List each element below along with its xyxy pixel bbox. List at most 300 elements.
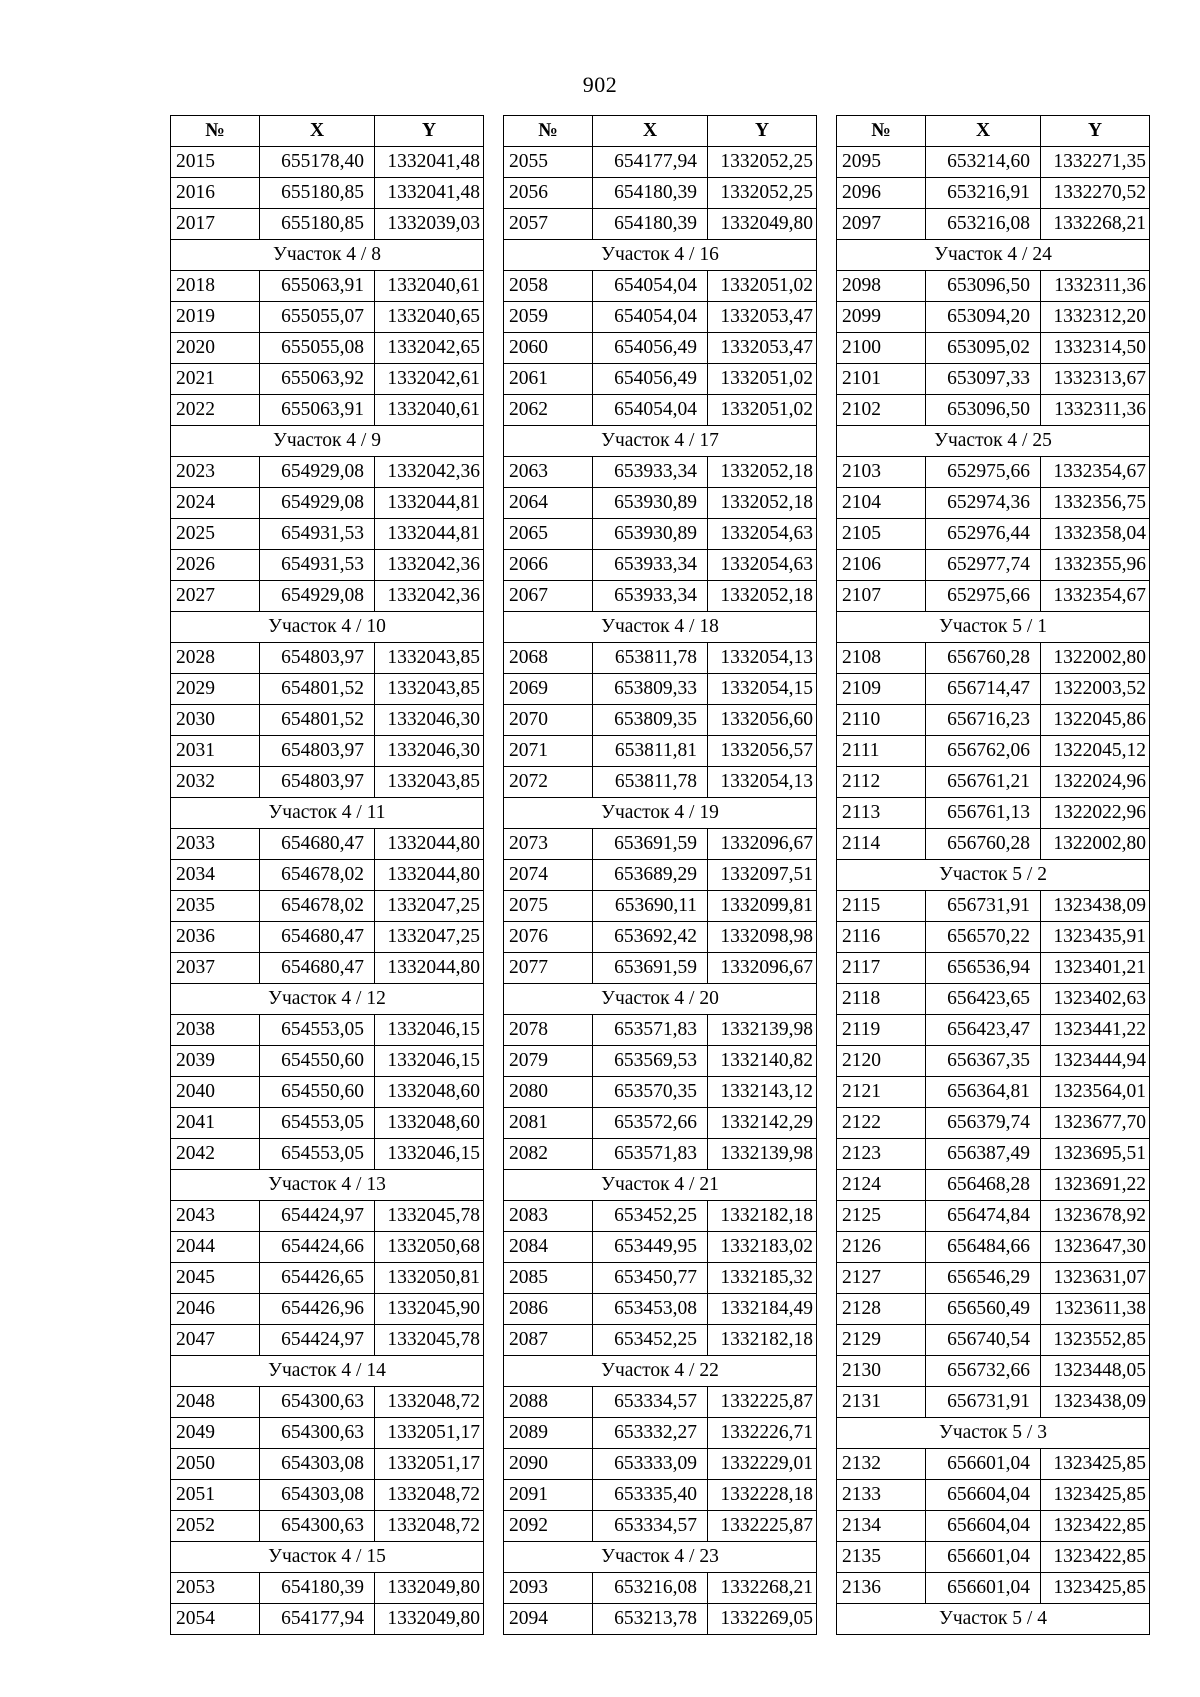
table-row bbox=[504, 643, 817, 674]
x-coordinate-cell: 654553,05 bbox=[260, 1108, 375, 1139]
point-number-cell: 2058 bbox=[504, 271, 593, 302]
y-coordinate-cell: 1332048,72 bbox=[375, 1511, 484, 1542]
point-number-cell: 2043 bbox=[171, 1201, 260, 1232]
point-number-cell: 2080 bbox=[504, 1077, 593, 1108]
x-coordinate-cell: 654056,49 bbox=[593, 364, 708, 395]
y-coordinate-cell: 1332052,18 bbox=[708, 457, 817, 488]
point-number-cell: 2107 bbox=[837, 581, 926, 612]
table-row bbox=[837, 891, 1150, 922]
x-coordinate-cell: 654553,05 bbox=[260, 1015, 375, 1046]
y-coordinate-cell: 1332041,48 bbox=[375, 147, 484, 178]
point-number-cell: 2019 bbox=[171, 302, 260, 333]
section-title: Участок 4 / 18 bbox=[504, 612, 817, 643]
table-row bbox=[171, 1046, 484, 1077]
point-number-cell: 2089 bbox=[504, 1418, 593, 1449]
table-row bbox=[171, 829, 484, 860]
section-row bbox=[504, 240, 817, 271]
x-coordinate-cell: 653334,57 bbox=[593, 1511, 708, 1542]
point-number-cell: 2079 bbox=[504, 1046, 593, 1077]
table-row bbox=[504, 302, 817, 333]
point-number-cell: 2111 bbox=[837, 736, 926, 767]
table-row bbox=[171, 302, 484, 333]
table-row bbox=[504, 1046, 817, 1077]
x-coordinate-cell: 653213,78 bbox=[593, 1604, 708, 1635]
table-row bbox=[504, 1232, 817, 1263]
section-title: Участок 4 / 16 bbox=[504, 240, 817, 271]
point-number-cell: 2136 bbox=[837, 1573, 926, 1604]
y-coordinate-cell: 1332050,68 bbox=[375, 1232, 484, 1263]
y-coordinate-cell: 1332054,15 bbox=[708, 674, 817, 705]
x-coordinate-cell: 656604,04 bbox=[926, 1480, 1041, 1511]
y-coordinate-cell: 1332042,61 bbox=[375, 364, 484, 395]
point-number-cell: 2064 bbox=[504, 488, 593, 519]
x-coordinate-cell: 654303,08 bbox=[260, 1449, 375, 1480]
point-number-cell: 2105 bbox=[837, 519, 926, 550]
table-row bbox=[171, 922, 484, 953]
x-coordinate-cell: 653690,11 bbox=[593, 891, 708, 922]
section-row bbox=[171, 1170, 484, 1201]
table-row bbox=[171, 519, 484, 550]
header-y: Y bbox=[1041, 116, 1150, 147]
table-row bbox=[837, 767, 1150, 798]
coordinates-table-right bbox=[836, 115, 1150, 1635]
table-row bbox=[837, 1108, 1150, 1139]
y-coordinate-cell: 1332048,72 bbox=[375, 1480, 484, 1511]
x-coordinate-cell: 653570,35 bbox=[593, 1077, 708, 1108]
y-coordinate-cell: 1332051,02 bbox=[708, 271, 817, 302]
table-row bbox=[837, 798, 1150, 829]
x-coordinate-cell: 656732,66 bbox=[926, 1356, 1041, 1387]
table-row bbox=[837, 1077, 1150, 1108]
table-row bbox=[504, 1263, 817, 1294]
x-coordinate-cell: 656731,91 bbox=[926, 1387, 1041, 1418]
table-row bbox=[504, 829, 817, 860]
section-row bbox=[837, 240, 1150, 271]
x-coordinate-cell: 652976,44 bbox=[926, 519, 1041, 550]
table-row bbox=[171, 674, 484, 705]
y-coordinate-cell: 1332052,25 bbox=[708, 178, 817, 209]
point-number-cell: 2015 bbox=[171, 147, 260, 178]
y-coordinate-cell: 1332044,81 bbox=[375, 519, 484, 550]
x-coordinate-cell: 654680,47 bbox=[260, 829, 375, 860]
table-row bbox=[837, 488, 1150, 519]
table-row bbox=[837, 581, 1150, 612]
x-coordinate-cell: 654180,39 bbox=[593, 178, 708, 209]
y-coordinate-cell: 1322002,80 bbox=[1041, 643, 1150, 674]
point-number-cell: 2093 bbox=[504, 1573, 593, 1604]
section-row bbox=[171, 798, 484, 829]
point-number-cell: 2099 bbox=[837, 302, 926, 333]
x-coordinate-cell: 653450,77 bbox=[593, 1263, 708, 1294]
y-coordinate-cell: 1332053,47 bbox=[708, 333, 817, 364]
point-number-cell: 2022 bbox=[171, 395, 260, 426]
point-number-cell: 2113 bbox=[837, 798, 926, 829]
y-coordinate-cell: 1332046,30 bbox=[375, 705, 484, 736]
table-row bbox=[504, 1108, 817, 1139]
point-number-cell: 2016 bbox=[171, 178, 260, 209]
y-coordinate-cell: 1323425,85 bbox=[1041, 1480, 1150, 1511]
table-row bbox=[504, 953, 817, 984]
header-x: X bbox=[926, 116, 1041, 147]
table-row bbox=[504, 364, 817, 395]
x-coordinate-cell: 655055,07 bbox=[260, 302, 375, 333]
x-coordinate-cell: 656474,84 bbox=[926, 1201, 1041, 1232]
x-coordinate-cell: 654303,08 bbox=[260, 1480, 375, 1511]
table-row bbox=[504, 767, 817, 798]
section-row bbox=[171, 426, 484, 457]
section-title: Участок 4 / 12 bbox=[171, 984, 484, 1015]
y-coordinate-cell: 1332314,50 bbox=[1041, 333, 1150, 364]
table-row bbox=[837, 457, 1150, 488]
y-coordinate-cell: 1323441,22 bbox=[1041, 1015, 1150, 1046]
table-row bbox=[837, 1170, 1150, 1201]
point-number-cell: 2069 bbox=[504, 674, 593, 705]
x-coordinate-cell: 653809,35 bbox=[593, 705, 708, 736]
table-row bbox=[837, 829, 1150, 860]
y-coordinate-cell: 1332048,72 bbox=[375, 1387, 484, 1418]
y-coordinate-cell: 1323425,85 bbox=[1041, 1449, 1150, 1480]
section-title: Участок 4 / 14 bbox=[171, 1356, 484, 1387]
table-row bbox=[504, 705, 817, 736]
section-title: Участок 4 / 13 bbox=[171, 1170, 484, 1201]
table-row bbox=[837, 209, 1150, 240]
point-number-cell: 2070 bbox=[504, 705, 593, 736]
table-row bbox=[171, 550, 484, 581]
point-number-cell: 2037 bbox=[171, 953, 260, 984]
table-row bbox=[504, 674, 817, 705]
section-title: Участок 5 / 1 bbox=[837, 612, 1150, 643]
y-coordinate-cell: 1332312,20 bbox=[1041, 302, 1150, 333]
x-coordinate-cell: 654054,04 bbox=[593, 302, 708, 333]
table-row bbox=[837, 395, 1150, 426]
y-coordinate-cell: 1332354,67 bbox=[1041, 581, 1150, 612]
table-row bbox=[504, 209, 817, 240]
x-coordinate-cell: 653811,81 bbox=[593, 736, 708, 767]
x-coordinate-cell: 653335,40 bbox=[593, 1480, 708, 1511]
section-row bbox=[504, 1542, 817, 1573]
y-coordinate-cell: 1332052,18 bbox=[708, 488, 817, 519]
table-row bbox=[171, 1325, 484, 1356]
table-row bbox=[171, 1387, 484, 1418]
y-coordinate-cell: 1322045,12 bbox=[1041, 736, 1150, 767]
table-row bbox=[504, 550, 817, 581]
x-coordinate-cell: 653334,57 bbox=[593, 1387, 708, 1418]
table-row bbox=[171, 1573, 484, 1604]
y-coordinate-cell: 1332042,36 bbox=[375, 457, 484, 488]
y-coordinate-cell: 1332355,96 bbox=[1041, 550, 1150, 581]
x-coordinate-cell: 652975,66 bbox=[926, 457, 1041, 488]
point-number-cell: 2074 bbox=[504, 860, 593, 891]
x-coordinate-cell: 656387,49 bbox=[926, 1139, 1041, 1170]
x-coordinate-cell: 653096,50 bbox=[926, 271, 1041, 302]
point-number-cell: 2052 bbox=[171, 1511, 260, 1542]
point-number-cell: 2102 bbox=[837, 395, 926, 426]
section-row bbox=[171, 240, 484, 271]
point-number-cell: 2118 bbox=[837, 984, 926, 1015]
x-coordinate-cell: 653096,50 bbox=[926, 395, 1041, 426]
point-number-cell: 2088 bbox=[504, 1387, 593, 1418]
point-number-cell: 2087 bbox=[504, 1325, 593, 1356]
x-coordinate-cell: 656367,35 bbox=[926, 1046, 1041, 1077]
y-coordinate-cell: 1332182,18 bbox=[708, 1325, 817, 1356]
header-number: № bbox=[837, 116, 926, 147]
point-number-cell: 2083 bbox=[504, 1201, 593, 1232]
point-number-cell: 2050 bbox=[171, 1449, 260, 1480]
y-coordinate-cell: 1332044,80 bbox=[375, 953, 484, 984]
point-number-cell: 2031 bbox=[171, 736, 260, 767]
x-coordinate-cell: 654424,97 bbox=[260, 1201, 375, 1232]
table-row bbox=[171, 457, 484, 488]
x-coordinate-cell: 654678,02 bbox=[260, 860, 375, 891]
point-number-cell: 2127 bbox=[837, 1263, 926, 1294]
section-title: Участок 4 / 21 bbox=[504, 1170, 817, 1201]
point-number-cell: 2028 bbox=[171, 643, 260, 674]
table-row bbox=[504, 891, 817, 922]
y-coordinate-cell: 1332143,12 bbox=[708, 1077, 817, 1108]
x-coordinate-cell: 653094,20 bbox=[926, 302, 1041, 333]
y-coordinate-cell: 1332054,13 bbox=[708, 643, 817, 674]
header-y: Y bbox=[708, 116, 817, 147]
table-row bbox=[504, 581, 817, 612]
y-coordinate-cell: 1332046,15 bbox=[375, 1139, 484, 1170]
point-number-cell: 2120 bbox=[837, 1046, 926, 1077]
header-y: Y bbox=[375, 116, 484, 147]
y-coordinate-cell: 1332044,80 bbox=[375, 860, 484, 891]
section-title: Участок 4 / 10 bbox=[171, 612, 484, 643]
section-row bbox=[837, 612, 1150, 643]
y-coordinate-cell: 1323691,22 bbox=[1041, 1170, 1150, 1201]
point-number-cell: 2126 bbox=[837, 1232, 926, 1263]
point-number-cell: 2057 bbox=[504, 209, 593, 240]
y-coordinate-cell: 1332228,18 bbox=[708, 1480, 817, 1511]
x-coordinate-cell: 656364,81 bbox=[926, 1077, 1041, 1108]
table-row bbox=[171, 147, 484, 178]
table-row bbox=[171, 1294, 484, 1325]
y-coordinate-cell: 1323677,70 bbox=[1041, 1108, 1150, 1139]
y-coordinate-cell: 1323678,92 bbox=[1041, 1201, 1150, 1232]
x-coordinate-cell: 654801,52 bbox=[260, 674, 375, 705]
table-row bbox=[171, 271, 484, 302]
table-row bbox=[171, 1139, 484, 1170]
y-coordinate-cell: 1332043,85 bbox=[375, 767, 484, 798]
y-coordinate-cell: 1323422,85 bbox=[1041, 1511, 1150, 1542]
point-number-cell: 2084 bbox=[504, 1232, 593, 1263]
y-coordinate-cell: 1332056,60 bbox=[708, 705, 817, 736]
y-coordinate-cell: 1332039,03 bbox=[375, 209, 484, 240]
y-coordinate-cell: 1332226,71 bbox=[708, 1418, 817, 1449]
x-coordinate-cell: 652974,36 bbox=[926, 488, 1041, 519]
y-coordinate-cell: 1332045,78 bbox=[375, 1325, 484, 1356]
x-coordinate-cell: 653572,66 bbox=[593, 1108, 708, 1139]
point-number-cell: 2081 bbox=[504, 1108, 593, 1139]
y-coordinate-cell: 1332051,02 bbox=[708, 395, 817, 426]
table-row bbox=[504, 1294, 817, 1325]
section-title: Участок 5 / 4 bbox=[837, 1604, 1150, 1635]
point-number-cell: 2032 bbox=[171, 767, 260, 798]
table-row bbox=[837, 333, 1150, 364]
x-coordinate-cell: 653933,34 bbox=[593, 457, 708, 488]
y-coordinate-cell: 1332185,32 bbox=[708, 1263, 817, 1294]
point-number-cell: 2056 bbox=[504, 178, 593, 209]
point-number-cell: 2030 bbox=[171, 705, 260, 736]
point-number-cell: 2029 bbox=[171, 674, 260, 705]
y-coordinate-cell: 1332054,63 bbox=[708, 519, 817, 550]
x-coordinate-cell: 654678,02 bbox=[260, 891, 375, 922]
table-row bbox=[504, 271, 817, 302]
y-coordinate-cell: 1332041,48 bbox=[375, 178, 484, 209]
x-coordinate-cell: 654680,47 bbox=[260, 953, 375, 984]
table-row bbox=[837, 1294, 1150, 1325]
x-coordinate-cell: 653930,89 bbox=[593, 519, 708, 550]
y-coordinate-cell: 1322002,80 bbox=[1041, 829, 1150, 860]
x-coordinate-cell: 654180,39 bbox=[260, 1573, 375, 1604]
section-row bbox=[504, 612, 817, 643]
point-number-cell: 2121 bbox=[837, 1077, 926, 1108]
table-row bbox=[171, 1201, 484, 1232]
table-row bbox=[504, 860, 817, 891]
table-row bbox=[171, 1418, 484, 1449]
table-header-row bbox=[171, 116, 484, 147]
point-number-cell: 2112 bbox=[837, 767, 926, 798]
point-number-cell: 2106 bbox=[837, 550, 926, 581]
x-coordinate-cell: 653691,59 bbox=[593, 829, 708, 860]
section-row bbox=[837, 1604, 1150, 1635]
section-title: Участок 4 / 22 bbox=[504, 1356, 817, 1387]
x-coordinate-cell: 656546,29 bbox=[926, 1263, 1041, 1294]
table-row bbox=[837, 1480, 1150, 1511]
point-number-cell: 2038 bbox=[171, 1015, 260, 1046]
point-number-cell: 2044 bbox=[171, 1232, 260, 1263]
section-title: Участок 4 / 23 bbox=[504, 1542, 817, 1573]
x-coordinate-cell: 654056,49 bbox=[593, 333, 708, 364]
y-coordinate-cell: 1332049,80 bbox=[708, 209, 817, 240]
point-number-cell: 2108 bbox=[837, 643, 926, 674]
x-coordinate-cell: 654300,63 bbox=[260, 1418, 375, 1449]
x-coordinate-cell: 654300,63 bbox=[260, 1387, 375, 1418]
table-row bbox=[171, 1263, 484, 1294]
point-number-cell: 2114 bbox=[837, 829, 926, 860]
y-coordinate-cell: 1332046,30 bbox=[375, 736, 484, 767]
y-coordinate-cell: 1332182,18 bbox=[708, 1201, 817, 1232]
point-number-cell: 2033 bbox=[171, 829, 260, 860]
table-row bbox=[837, 643, 1150, 674]
y-coordinate-cell: 1323631,07 bbox=[1041, 1263, 1150, 1294]
section-row bbox=[504, 798, 817, 829]
table-row bbox=[171, 209, 484, 240]
y-coordinate-cell: 1332184,49 bbox=[708, 1294, 817, 1325]
point-number-cell: 2097 bbox=[837, 209, 926, 240]
point-number-cell: 2091 bbox=[504, 1480, 593, 1511]
table-row bbox=[171, 767, 484, 798]
x-coordinate-cell: 654426,96 bbox=[260, 1294, 375, 1325]
x-coordinate-cell: 653216,91 bbox=[926, 178, 1041, 209]
x-coordinate-cell: 654424,97 bbox=[260, 1325, 375, 1356]
table-row bbox=[837, 1015, 1150, 1046]
point-number-cell: 2129 bbox=[837, 1325, 926, 1356]
y-coordinate-cell: 1332311,36 bbox=[1041, 395, 1150, 426]
x-coordinate-cell: 655178,40 bbox=[260, 147, 375, 178]
x-coordinate-cell: 655055,08 bbox=[260, 333, 375, 364]
table-row bbox=[837, 1449, 1150, 1480]
x-coordinate-cell: 653571,83 bbox=[593, 1015, 708, 1046]
y-coordinate-cell: 1332047,25 bbox=[375, 891, 484, 922]
table-row bbox=[504, 1449, 817, 1480]
point-number-cell: 2132 bbox=[837, 1449, 926, 1480]
x-coordinate-cell: 653214,60 bbox=[926, 147, 1041, 178]
table-row bbox=[171, 1077, 484, 1108]
table-row bbox=[837, 984, 1150, 1015]
table-row bbox=[837, 1046, 1150, 1077]
header-x: X bbox=[593, 116, 708, 147]
x-coordinate-cell: 653095,02 bbox=[926, 333, 1041, 364]
y-coordinate-cell: 1323611,38 bbox=[1041, 1294, 1150, 1325]
point-number-cell: 2110 bbox=[837, 705, 926, 736]
section-row bbox=[171, 1356, 484, 1387]
y-coordinate-cell: 1332051,17 bbox=[375, 1449, 484, 1480]
point-number-cell: 2116 bbox=[837, 922, 926, 953]
table-row bbox=[504, 1139, 817, 1170]
y-coordinate-cell: 1332311,36 bbox=[1041, 271, 1150, 302]
x-coordinate-cell: 656423,47 bbox=[926, 1015, 1041, 1046]
section-title: Участок 4 / 9 bbox=[171, 426, 484, 457]
section-title: Участок 4 / 17 bbox=[504, 426, 817, 457]
y-coordinate-cell: 1332268,21 bbox=[708, 1573, 817, 1604]
section-title: Участок 4 / 15 bbox=[171, 1542, 484, 1573]
section-title: Участок 4 / 24 bbox=[837, 240, 1150, 271]
x-coordinate-cell: 656536,94 bbox=[926, 953, 1041, 984]
table-row bbox=[837, 1325, 1150, 1356]
section-row bbox=[504, 426, 817, 457]
y-coordinate-cell: 1332051,02 bbox=[708, 364, 817, 395]
point-number-cell: 2042 bbox=[171, 1139, 260, 1170]
table-row bbox=[504, 1418, 817, 1449]
y-coordinate-cell: 1332229,01 bbox=[708, 1449, 817, 1480]
y-coordinate-cell: 1332042,65 bbox=[375, 333, 484, 364]
x-coordinate-cell: 656601,04 bbox=[926, 1573, 1041, 1604]
table-row bbox=[837, 271, 1150, 302]
x-coordinate-cell: 656740,54 bbox=[926, 1325, 1041, 1356]
table-row bbox=[504, 1573, 817, 1604]
table-row bbox=[837, 674, 1150, 705]
table-row bbox=[837, 1387, 1150, 1418]
section-title: Участок 4 / 19 bbox=[504, 798, 817, 829]
x-coordinate-cell: 653333,09 bbox=[593, 1449, 708, 1480]
point-number-cell: 2075 bbox=[504, 891, 593, 922]
x-coordinate-cell: 653933,34 bbox=[593, 550, 708, 581]
x-coordinate-cell: 656601,04 bbox=[926, 1449, 1041, 1480]
point-number-cell: 2024 bbox=[171, 488, 260, 519]
header-x: X bbox=[260, 116, 375, 147]
x-coordinate-cell: 654680,47 bbox=[260, 922, 375, 953]
table-row bbox=[837, 550, 1150, 581]
point-number-cell: 2067 bbox=[504, 581, 593, 612]
section-row bbox=[171, 1542, 484, 1573]
x-coordinate-cell: 656761,13 bbox=[926, 798, 1041, 829]
x-coordinate-cell: 652977,74 bbox=[926, 550, 1041, 581]
y-coordinate-cell: 1332052,25 bbox=[708, 147, 817, 178]
point-number-cell: 2025 bbox=[171, 519, 260, 550]
y-coordinate-cell: 1323695,51 bbox=[1041, 1139, 1150, 1170]
section-row bbox=[171, 984, 484, 1015]
y-coordinate-cell: 1332043,85 bbox=[375, 643, 484, 674]
section-row bbox=[504, 1356, 817, 1387]
table-row bbox=[171, 1480, 484, 1511]
point-number-cell: 2023 bbox=[171, 457, 260, 488]
point-number-cell: 2061 bbox=[504, 364, 593, 395]
table-row bbox=[171, 395, 484, 426]
y-coordinate-cell: 1332048,60 bbox=[375, 1108, 484, 1139]
point-number-cell: 2020 bbox=[171, 333, 260, 364]
